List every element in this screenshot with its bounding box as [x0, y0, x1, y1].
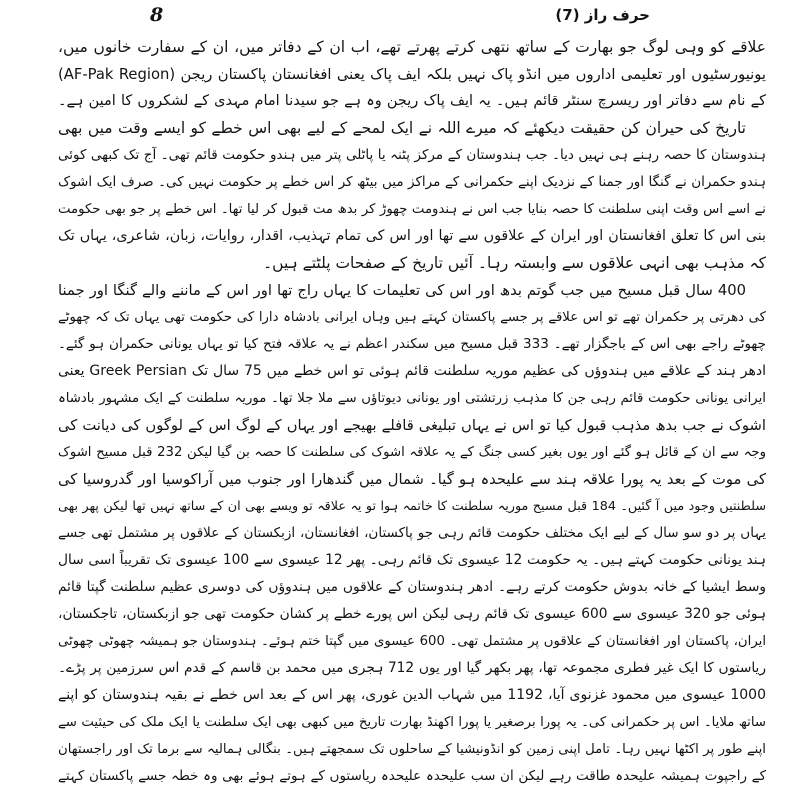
text-line [58, 763, 766, 790]
text-line [58, 493, 766, 520]
text-line [58, 439, 766, 466]
line-text: سلطنتیں وجود میں آ گئیں۔ 184 قبل مسیح موریہ سلطنت کا خاتمہ ہوا تو یہ علاقہ تو ویسے بھی ان کے ساتھ نہیں تھا لیکن پھر بھی [58, 499, 766, 514]
paragraph [58, 34, 766, 115]
running-header-title: حرف راز (7) [555, 6, 650, 24]
line-text: اشوک نے جب بدھ مذہب قبول کیا تو اس نے یہاں تبلیغی قافلے بھیجے اور یہاں کے لوگ اس کے لوگوں کی دیانت کی [58, 417, 766, 434]
text-line [58, 358, 766, 385]
line-text: 1000 عیسوی میں محمود غزنوی آیا، 1192 میں شہاب الدین غوری، پھر اس کے بعد اس خطے نے بقیہ ہندوستان کو اپنے [58, 687, 766, 703]
text-line [58, 682, 766, 709]
text-line [58, 115, 766, 142]
line-text: کی موت کے بعد یہ پورا علاقہ ہند سے علیحدہ ہو گیا۔ شمال میں گندھارا اور جنوب میں آراکوسیا اور گدروسیا کی [58, 471, 766, 488]
text-line [58, 574, 766, 601]
text-line [58, 412, 766, 439]
line-text: ہندوستان کا حصہ رہنے ہی نہیں دیا۔ جب ہندوستان کے مرکز پٹنہ یا پاٹلی پتر میں ہندو حکومت قائم تھی۔ آج تک کبھی کوئی [58, 147, 766, 163]
text-line [58, 709, 766, 736]
text-line [58, 277, 766, 304]
text-line [58, 736, 766, 763]
text-line [58, 601, 766, 628]
line-text: تاریخ کی حیران کن حقیقت دیکھئے کہ میرے اللہ نے ایک لمحے کے لیے بھی اس خطے کو ایسے وقت میں بھی [58, 119, 746, 137]
line-text: ہندو حکمران نے گنگا اور جمنا کے نزدیک اپنے حکمرانی کے مراکز میں بیٹھ کر اس خطے پر حکومت نہیں کی۔ صرف ایک اشوک [58, 174, 766, 190]
line-text: ساتھ ملایا۔ اس پر حکمرانی کی۔ یہ پورا برصغیر یا پورا اکھنڈ بھارت تاریخ میں کبھی بھی ایک سلطنت یا ایک ملک کی حیثیت سے [58, 715, 766, 730]
paragraph [58, 115, 766, 277]
line-text: نے اسے اس وقت اپنی سلطنت کا حصہ بنایا جب اس نے ہندومت چھوڑ کر بدھ مت قبول کر لیا تھا۔ اس خطے پر جو بھی حکومت [58, 202, 766, 217]
text-line [58, 520, 766, 547]
page-number: 8 [150, 4, 164, 26]
text-line [58, 628, 766, 655]
line-text: علاقے کو وہی لوگ جو بھارت کے ساتھ نتھی کرتے پھرتے تھے، اب ان کے دفاتر میں، ان کے سفارت خانوں میں، [58, 38, 766, 56]
text-line [58, 655, 766, 682]
text-line [58, 466, 766, 493]
text-line [58, 88, 766, 115]
line-text: بنی اس کا تعلق افغانستان اور ایران کے علاقوں سے تھا اور اس کی تمام تہذیب، اقدار، روایات، زبان، شاعری، یہاں تک [58, 228, 766, 244]
text-line [58, 331, 766, 358]
text-line [58, 61, 766, 88]
text-line [58, 385, 766, 412]
line-text: ہوئی جو 320 عیسوی سے 600 عیسوی تک قائم رہی لیکن اس پورے خطے پر کشان حکومت تھی جو ازبکستان، تاجکستان، [58, 606, 766, 622]
line-text: وسط ایشیا کے خانہ بدوش حکومت کرتے رہے۔ ادھر ہندوستان کے علاقوں میں ہندوؤں کی دوسری عظیم سلطنت گپتا قائم [58, 579, 766, 595]
text-line [58, 142, 766, 169]
paragraph [58, 277, 766, 790]
line-text: وجہ سے ان کے قائل ہو گئے اور یوں بغیر کسی جنگ کے یہ علاقہ اشوک کی سلطنت کا حصہ بن گیا لیکن 232 قبل مسیح اشوک [58, 445, 766, 460]
line-text: چھوٹے راجے بھی اس کے باجگزار تھے۔ 333 قبل مسیح میں سکندر اعظم نے یہ علاقہ فتح کیا تو یہاں یونانی حکمران ہو گئے۔ [58, 336, 766, 352]
text-line [58, 169, 766, 196]
line-text: یہاں پر دو سو سال کے لیے ایک مختلف حکومت قائم رہی جو پاکستان، افغانستان، ازبکستان کے علاقوں پر مشتمل تھی جسے [58, 525, 766, 541]
line-text: 400 سال قبل مسیح میں جب گوتم بدھ اور اس کی تعلیمات کا یہاں راج تھا اور اس کے ماننے والے گنگا اور جمنا [58, 282, 746, 299]
body-text [58, 34, 766, 790]
text-line [58, 223, 766, 250]
text-line [58, 34, 766, 61]
line-text: کے نام سے دفاتر اور ریسرچ سنٹر قائم ہیں۔ یہ ایف پاک ریجن وہ ہے جو سیدنا امام مہدی کے لشکروں کا امین ہے۔ [58, 93, 766, 109]
text-line [58, 547, 766, 574]
line-text: کے راجپوت ہمیشہ علیحدہ طاقت رہے لیکن ان سب علیحدہ علیحدہ ریاستوں کے ہوتے ہوئے بھی وہ خطہ جسے پاکستان کہتے [58, 768, 766, 784]
line-text: ہند یونانی حکومت کہتے ہیں۔ یہ حکومت 12 عیسوی تک قائم رہی۔ پھر 12 عیسوی سے 100 عیسوی تک تقریباً اسی سال [58, 552, 766, 568]
text-line [58, 196, 766, 223]
line-text: کی دھرتی پر حکمران تھے تو اس علاقے پر جسے پاکستان کہتے ہیں وہاں ایرانی بادشاہ دارا کی حکومت تھی یہاں تک کہ چھوٹے [58, 310, 766, 325]
line-text: کہ مذہب بھی انہی علاقوں سے وابستہ رہا۔ آئیں تاریخ کے صفحات پلٹتے ہیں۔ [263, 254, 766, 272]
line-text: ایران، پاکستان اور افغانستان کے علاقوں پر مشتمل تھی۔ 600 عیسوی میں گپتا ختم ہوئے۔ ہندوستان جو ہمیشہ چھوٹی چھوٹی [58, 634, 766, 649]
line-text: ایرانی یونانی حکومت قائم رہی جن کا مذہب زرتشتی اور یونانی دیوتاؤں سے ملا جلا تھا۔ موریہ سلطنت کے ایک مشہور بادشاہ [58, 391, 766, 406]
text-line [58, 304, 766, 331]
line-text: ریاستوں کا ایک غیر فطری مجموعہ تھا، پھر بکھر گیا اور یوں 712 ہجری میں محمد بن قاسم کے قدم اس سرزمین پر پڑے۔ [58, 660, 766, 676]
text-line [58, 250, 766, 277]
line-text: یونیورسٹیوں اور تعلیمی اداروں میں انڈو پاک نہیں بلکہ ایف پاک یعنی افغانستان پاکستان ریجن (AF-Pak Region) [58, 66, 766, 83]
line-text: ادھر ہند کے علاقے میں ہندوؤں کی عظیم موریہ سلطنت قائم ہوئی تو اس خطے میں 75 سال تک Greek Persian یعنی [58, 363, 766, 379]
line-text: اپنے طور پر اکٹھا نہیں رہا۔ تامل اپنی زمین کو انڈونیشیا کے ساحلوں تک سمجھتے ہیں۔ بنگالی ہمالیہ سے برما تک اور راجستھان [58, 742, 766, 757]
